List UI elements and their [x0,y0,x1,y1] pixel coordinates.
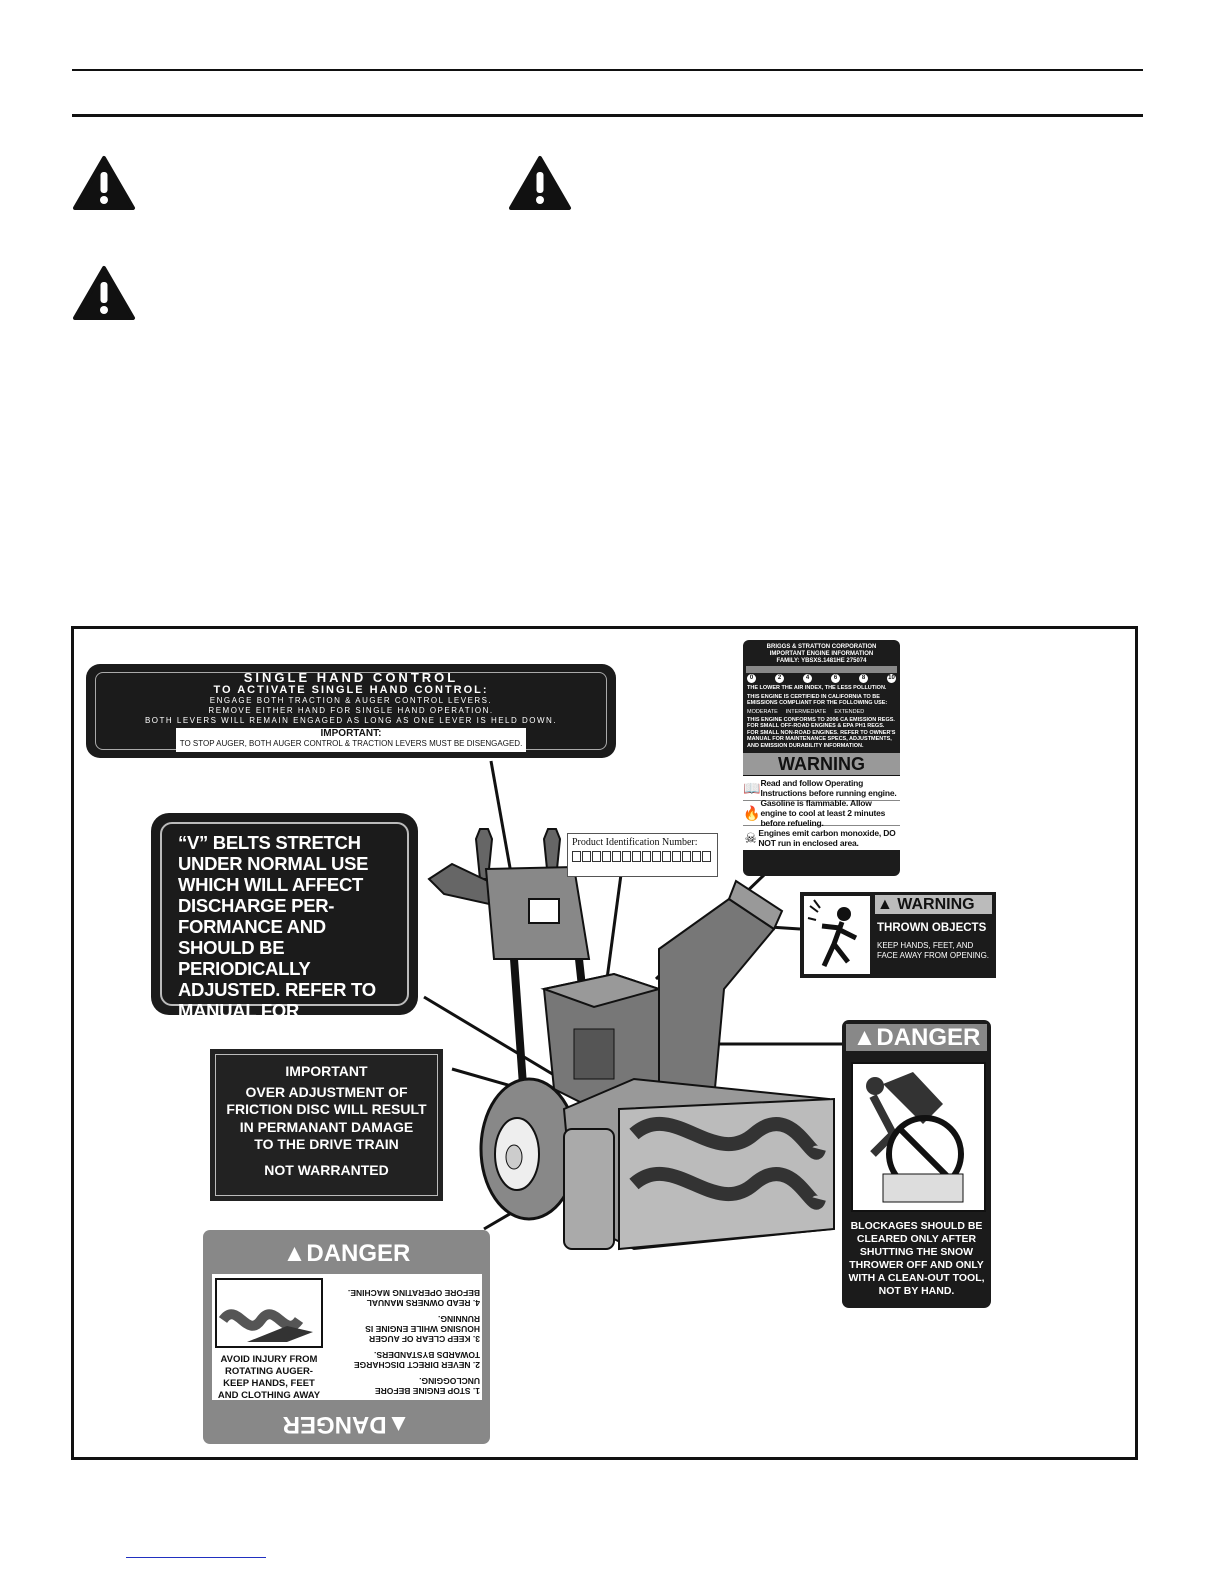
engine-emission-decal [743,640,900,876]
important-title: IMPORTANT: [320,728,382,739]
decal-line: ENGAGE BOTH TRACTION & AUGER CONTROL LEVERS. [209,696,493,705]
warning-triangle-icon [72,155,136,211]
friction-disc-decal [210,1049,443,1201]
scale-value: 10 [888,675,895,681]
thrown-objects-body: KEEP HANDS, FEET, AND FACE AWAY FROM OPENING. [877,941,990,960]
product-id-text: Product Identification Number: [572,837,698,848]
danger-heading-inverted: ▲DANGER [282,1411,411,1438]
engine-warning-panel [743,753,900,850]
air-index-bar [746,666,897,673]
decal-title: SINGLE HAND CONTROL [243,670,459,685]
decal-subtitle: TO ACTIVATE SINGLE HAND CONTROL: [213,684,489,696]
danger-heading: ▲DANGER [846,1024,987,1051]
clearing-blockage-icon [851,1062,986,1212]
product-id-boxes [572,851,713,862]
decal-line: IN PERMANANT DAMAGE [239,1118,414,1135]
warning-word: WARNING [897,896,975,913]
option-extended: EXTENDED [834,708,865,715]
danger-word: DANGER [876,1024,981,1051]
warning-triangle-icon [508,155,572,211]
important-body: TO STOP AUGER, BOTH AUGER CONTROL & TRACTION LEVERS MUST BE DISENGAGED. [179,739,523,748]
v-belt-text: “V” BELTS STRETCH UNDER NORMAL USE WHICH WILL AFFECT DISCHARGE PER- FORMANCE AND SHOULD BE PERIODICALLY ADJUSTED. REFER TO MANUAL FOR INSTRUCTIONS. [160,822,409,1006]
emission-text: THE LOWER THE AIR INDEX, THE LESS POLLUTION. [747,685,887,691]
emission-h1: BRIGGS & STRATTON CORPORATION [766,644,877,650]
important-box [176,728,526,752]
safety-step: 3. KEEP CLEAR OF AUGER HOUSING WHILE ENGINE IS RUNNING. [365,1314,480,1344]
safety-step: 1. STOP ENGINE BEFORE UNCLOGGING. [374,1376,480,1396]
thrown-objects-decal [800,892,996,978]
manual-icon: 📖 [743,780,761,796]
warning-row-text: Engines emit carbon monoxide, DO NOT run in enclosed area. [758,828,896,848]
header-rule-top [72,69,1143,71]
safety-step: 2. NEVER DIRECT DISCHARGE TOWARDS BYSTANDERS. [353,1350,480,1370]
decal-title: IMPORTANT [285,1063,368,1079]
option-intermediate: INTERMEDIATE [785,708,827,715]
safety-step: 4. READ OWNERS MANUAL BEFORE OPERATING MACHINE. [347,1288,480,1308]
footer-link-underline[interactable] [126,1557,266,1558]
scale-value: 2 [775,674,784,683]
fumes-icon: ☠ [744,830,757,846]
emission-text: THIS ENGINE CONFORMS TO 2006 CA EMISSION REGS. FOR SMALL OFF-ROAD ENGINES & EPA PH1 REGS. FOR SMALL NON-ROAD ENGINES. REFER TO OWNER'S MANUAL FOR MAINTENANCE SPECS, ADJUSTMENTS, AND EMISSION DURABILITY INFORMATION. [747,716,896,749]
scale-value: 4 [803,674,812,683]
thrown-objects-icon [804,896,870,974]
air-index-scale [743,674,900,683]
danger-blockage-decal [842,1020,991,1308]
warning-row-text: Gasoline is flammable. Allow engine to cool at least 2 minutes before refueling. [760,798,886,828]
danger-body: BLOCKAGES SHOULD BE CLEARED ONLY AFTER SHUTTING THE SNOW THROWER OFF AND ONLY WITH A CLEAN-OUT TOOL, NOT BY HAND. [848,1220,985,1297]
warning-row [743,826,900,850]
danger-auger-decal [203,1230,490,1444]
decal-location-figure [71,626,1138,1460]
auger-safety-steps [330,1278,480,1396]
danger-heading: ▲DANGER [282,1240,411,1267]
decal-line: FRICTION DISC WILL RESULT [226,1101,427,1117]
warning-row [743,798,900,828]
header-rule-bottom [72,114,1143,117]
decal-line: REMOVE EITHER HAND FOR SINGLE HAND OPERATION. [208,706,494,715]
emission-text: THIS ENGINE IS CERTIFIED IN CALIFORNIA TO BE EMISSIONS COMPLIANT FOR THE FOLLOWING USE: [747,693,888,706]
product-id-label [567,833,718,877]
v-belt-decal [151,813,418,1042]
danger-word: DANGER [282,1411,387,1438]
warning-heading: ▲ WARNING [875,895,992,914]
warning-triangle-icon [72,265,136,321]
single-hand-control-decal [86,664,616,758]
danger-auger-body [212,1274,482,1400]
warning-heading: WARNING [743,753,900,776]
thrown-objects-title: THROWN OBJECTS [877,922,987,934]
danger-word: DANGER [306,1240,411,1267]
scale-value: 8 [859,674,868,683]
emission-h3: FAMILY: YBSXS.1481HE 275074 [776,658,867,664]
auger-caption: AVOID INJURY FROM ROTATING AUGER-KEEP HANDS, FEET AND CLOTHING AWAY [217,1354,321,1401]
option-moderate: MODERATE [747,708,778,715]
auger-hand-icon [215,1278,323,1348]
decal-line: OVER ADJUSTMENT OF [245,1083,408,1100]
warning-row-text: Read and follow Operating Instructions before running engine. [760,778,897,798]
emission-h2: IMPORTANT ENGINE INFORMATION [769,651,874,657]
not-warranted-text: NOT WARRANTED [264,1161,389,1178]
decal-line: TO THE DRIVE TRAIN [254,1136,399,1152]
flame-icon: 🔥 [743,805,761,821]
decal-line: BOTH LEVERS WILL REMAIN ENGAGED AS LONG AS ONE LEVER IS HELD DOWN. [144,716,558,725]
scale-value: 0 [747,674,756,683]
scale-value: 6 [831,674,840,683]
emission-header [743,640,900,665]
